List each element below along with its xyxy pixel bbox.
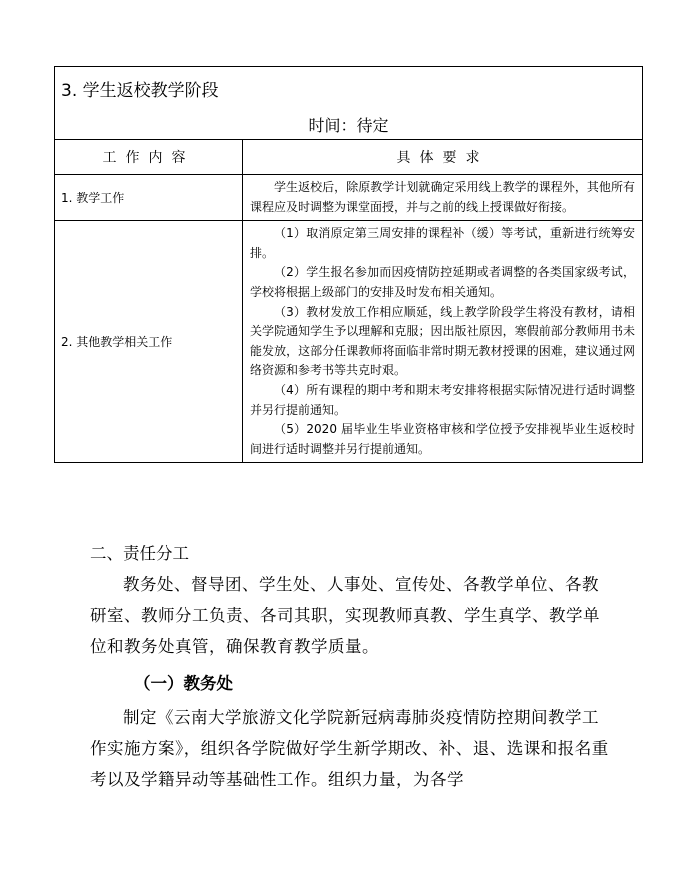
division-heading: 二、责任分工 [90,544,189,563]
section-time: 时间：待定 [308,115,389,135]
requirement-text: （2）学生报名参加而因疫情防控延期或者调整的各类国家级考试，学校将根据上级部门的安排及时发布相关通知。 [250,265,635,299]
section-title-cell [55,67,643,110]
requirement-text: （1）取消原定第三周安排的课程补（缓）等考试，重新进行统筹安排。 [250,226,635,260]
requirement-text: （4）所有课程的期中考和期末考安排将根据实际情况进行适时调整并另行提前通知。 [250,382,635,417]
requirement-text: （3）教材发放工作相应顺延，线上教学阶段学生将没有教材，请相关学院通知学生予以理解和克服；因出版社原因，寒假前部分教师用书未能发放，这部分任课教师将面临非常时期无教材授课的困难，建议通过网络资源和参考书等共克时艰。 [250,304,635,378]
teaching-stage-table [54,66,643,463]
academic-affairs-text: 制定《云南大学旅游文化学院新冠病毒肺炎疫情防控期间教学工作实施方案》，组织各学院做好学生新学期改、补、退、选课和报名重考以及学籍异动等基础性工作。组织力量，为各学 [90,708,609,789]
requirement-text: （5）2020 届毕业生毕业资格审核和学位授予安排视毕业生返校时间进行适时调整并另行提前通知。 [250,422,635,456]
row-requirements [243,221,643,463]
requirement-text: 学生返校后，除原教学计划就确定采用线上教学的课程外，其他所有课程应及时调整为课堂面授，并与之前的线上授课做好衔接。 [250,180,635,214]
division-intro-text: 教务处、督导团、学生处、人事处、宣传处、各教学单位、各教研室、教师分工负责、各司其职，实现教师真教、学生真学、教学单位和教务处真管，确保教育教学质量。 [90,575,600,656]
academic-affairs-section [90,702,614,795]
section-title: 3. 学生返校教学阶段 [61,80,219,101]
column-header-work: 工作内容 [55,140,243,175]
section-time-cell [55,109,643,140]
sub-heading-academic-affairs: （一）教务处 [134,674,233,693]
table-row [55,175,643,221]
column-header-requirements: 具体要求 [243,140,643,175]
row-item-other: 2. 其他教学相关工作 [55,221,243,463]
division-intro [90,569,614,662]
row-item-teaching: 1. 教学工作 [55,175,243,221]
row-requirements [243,175,643,221]
table-row [55,221,643,463]
